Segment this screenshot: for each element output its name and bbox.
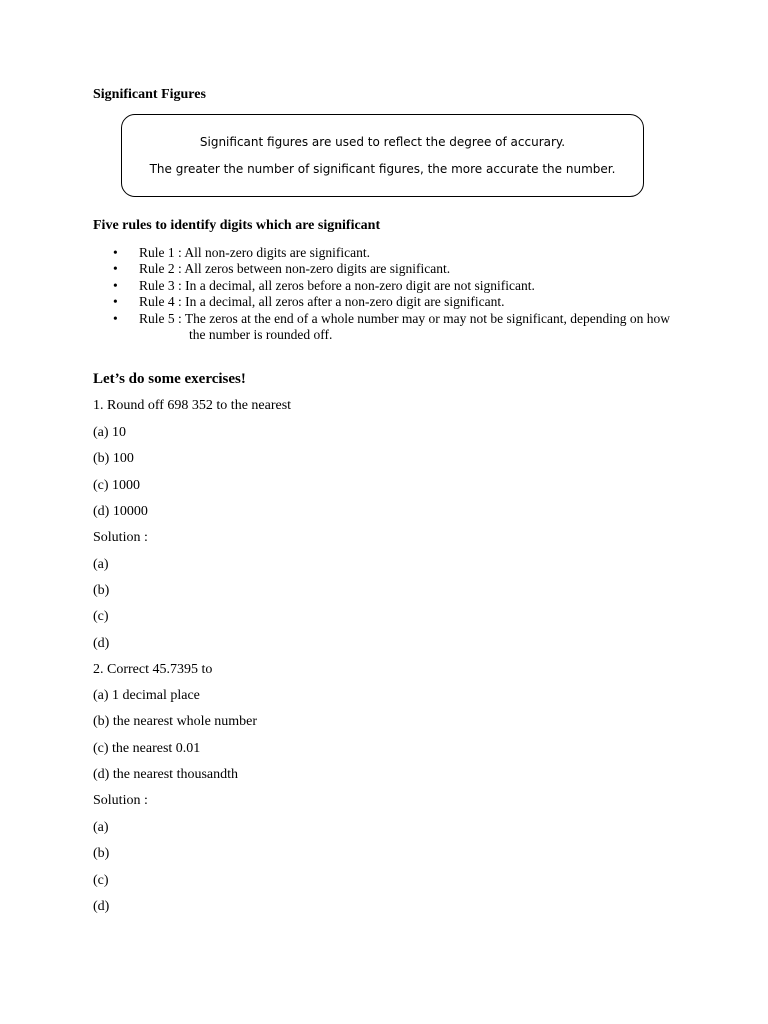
- bullet-icon: •: [113, 277, 118, 293]
- question-1-solution-label: Solution :: [93, 530, 148, 545]
- question-1-solution-b: (b): [93, 583, 110, 598]
- question-1-part-d: (d) 10000: [93, 504, 148, 519]
- question-2-part-a: (a) 1 decimal place: [93, 688, 200, 703]
- question-1-prompt: 1. Round off 698 352 to the nearest: [93, 398, 292, 413]
- question-1-solution-a: (a): [93, 557, 109, 572]
- rule-item: [93, 245, 683, 261]
- rule-item: [93, 311, 683, 344]
- rule-item: [93, 261, 683, 277]
- exercises-heading: Let’s do some exercises!: [93, 371, 246, 387]
- question-2-prompt: 2. Correct 45.7395 to: [93, 662, 213, 677]
- question-1-part-b: (b) 100: [93, 451, 134, 466]
- question-1-solution-c: (c): [93, 609, 109, 624]
- rule-text: Rule 5 : The zeros at the end of a whole number may or may not be significant, depending on how the number is rounded off.: [139, 310, 670, 343]
- rule-text: Rule 4 : In a decimal, all zeros after a non-zero digit are significant.: [139, 294, 505, 310]
- definition-box: [121, 114, 644, 197]
- question-2-part-b: (b) the nearest whole number: [93, 714, 258, 729]
- question-2-solution-c: (c): [93, 873, 109, 888]
- rule-item: [93, 294, 683, 310]
- question-1-solution-d: (d): [93, 636, 110, 651]
- rules-list: [93, 245, 683, 343]
- rule-item: [93, 278, 683, 294]
- rules-heading: Five rules to identify digits which are significant: [93, 218, 381, 233]
- question-2-part-c: (c) the nearest 0.01: [93, 741, 201, 756]
- question-2-solution-label: Solution :: [93, 793, 148, 808]
- rule-text: Rule 2 : All zeros between non-zero digits are significant.: [139, 261, 451, 277]
- definition-line-1: Significant figures are used to reflect the degree of accurary.: [199, 135, 566, 149]
- definition-line-2: The greater the number of significant figures, the more accurate the number.: [149, 162, 616, 176]
- rule-text: Rule 1 : All non-zero digits are significant.: [139, 245, 370, 260]
- rule-text: Rule 3 : In a decimal, all zeros before a non-zero digit are not significant.: [139, 277, 535, 293]
- bullet-icon: •: [113, 310, 118, 326]
- bullet-icon: •: [113, 245, 118, 260]
- question-2-solution-b: (b): [93, 846, 110, 861]
- question-2-solution-d: (d): [93, 899, 110, 914]
- question-1-part-c: (c) 1000: [93, 478, 141, 493]
- question-2-solution-a: (a): [93, 820, 109, 835]
- bullet-icon: •: [113, 294, 118, 310]
- question-1-part-a: (a) 10: [93, 425, 127, 440]
- page-title: Significant Figures: [93, 87, 206, 102]
- bullet-icon: •: [113, 261, 118, 277]
- question-2-part-d: (d) the nearest thousandth: [93, 767, 239, 782]
